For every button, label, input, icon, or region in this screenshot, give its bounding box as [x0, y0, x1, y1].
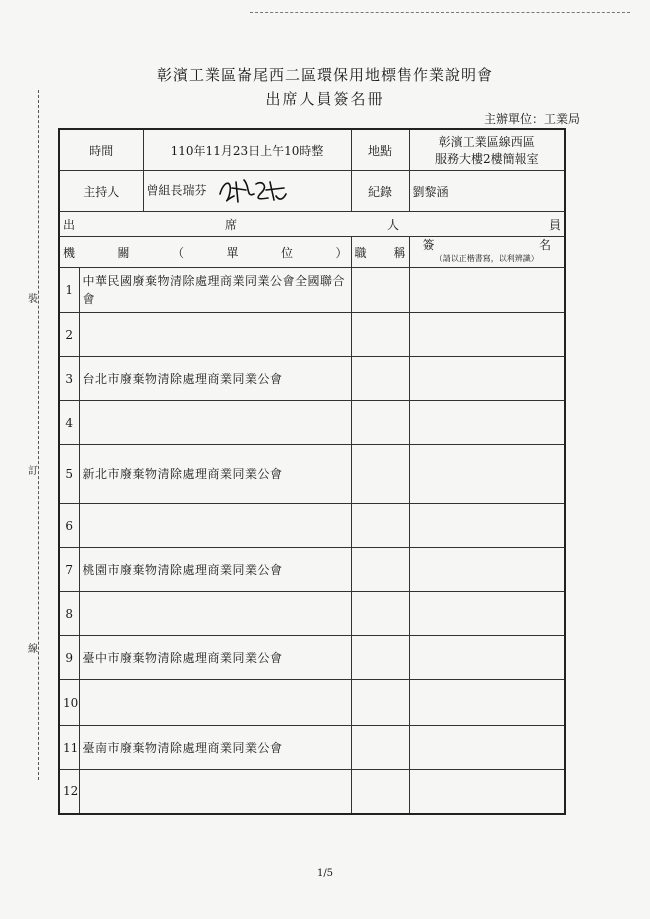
row-organization: 桃園市廢棄物清除處理商業同業公會 [79, 548, 351, 592]
attendees-char-2: 席 [225, 217, 238, 232]
row-number: 4 [59, 401, 79, 445]
row-organization: 中華民國廢棄物清除處理商業同業公會全國聯合會 [79, 268, 351, 313]
table-row [59, 636, 565, 680]
place-value-line1: 彰濱工業區線西區 [438, 135, 535, 149]
row-signature [409, 504, 565, 548]
row-number: 7 [59, 548, 79, 592]
row-signature [409, 680, 565, 726]
row-signature [409, 770, 565, 814]
row-job-title [351, 592, 409, 636]
row-number: 10 [59, 680, 79, 726]
column-header-row [59, 237, 565, 268]
record-value: 劉黎涵 [409, 171, 565, 212]
binding-char-xian: 線 [28, 638, 38, 657]
time-value: 110年11月23日上午10時整 [143, 129, 351, 171]
table-row [59, 504, 565, 548]
row-number: 3 [59, 357, 79, 401]
binding-line [38, 90, 39, 780]
table-row [59, 357, 565, 401]
row-signature [409, 592, 565, 636]
place-label: 地點 [351, 129, 409, 171]
row-organization: 新北市廢棄物清除處理商業同業公會 [79, 445, 351, 504]
host-record-row [59, 171, 565, 212]
row-signature [409, 268, 565, 313]
row-organization [79, 313, 351, 357]
table-row [59, 313, 565, 357]
row-organization: 臺中市廢棄物清除處理商業同業公會 [79, 636, 351, 680]
host-value: 曾組長瑞芬 [146, 183, 207, 198]
row-job-title [351, 357, 409, 401]
row-signature [409, 636, 565, 680]
sign-header-char: 名 [539, 238, 552, 252]
binding-char-ding: 訂 [28, 460, 38, 479]
signature-column-header [409, 237, 565, 268]
org-header-char: 單 [226, 245, 239, 260]
row-organization [79, 592, 351, 636]
row-job-title [351, 268, 409, 313]
row-organization: 台北市廢棄物清除處理商業同業公會 [79, 357, 351, 401]
org-header-char: 位 [281, 245, 294, 260]
row-number: 8 [59, 592, 79, 636]
row-signature [409, 548, 565, 592]
row-signature [409, 313, 565, 357]
attendee-rows [59, 268, 565, 814]
attendees-char-3: 人 [387, 217, 400, 232]
row-job-title [351, 636, 409, 680]
sign-in-table [58, 128, 566, 815]
table-row [59, 548, 565, 592]
table-row [59, 680, 565, 726]
row-number: 1 [59, 268, 79, 313]
table-row [59, 401, 565, 445]
row-organization [79, 680, 351, 726]
table-row [59, 268, 565, 313]
org-header-char: （ [172, 245, 185, 260]
row-signature [409, 445, 565, 504]
time-place-row [59, 129, 565, 171]
row-job-title [351, 313, 409, 357]
row-number: 9 [59, 636, 79, 680]
row-signature [409, 357, 565, 401]
table-row [59, 445, 565, 504]
scan-edge-line [250, 12, 630, 13]
org-header-char: ） [335, 245, 348, 260]
row-number: 11 [59, 726, 79, 770]
row-job-title [351, 504, 409, 548]
title-header-char: 職 [354, 245, 367, 260]
place-value [409, 129, 565, 171]
host-signature [216, 176, 288, 206]
row-number: 5 [59, 445, 79, 504]
row-number: 6 [59, 504, 79, 548]
row-organization [79, 504, 351, 548]
org-header-char: 關 [117, 245, 130, 260]
host-label: 主持人 [59, 171, 143, 212]
time-label: 時間 [59, 129, 143, 171]
document-title: 彰濱工業區崙尾西二區環保用地標售作業說明會 [156, 66, 493, 84]
row-job-title [351, 401, 409, 445]
row-job-title [351, 548, 409, 592]
row-job-title [351, 726, 409, 770]
document-subtitle: 出席人員簽名冊 [265, 90, 385, 108]
signature-note: （請以正楷書寫，以利辨識） [434, 254, 539, 263]
table-row [59, 770, 565, 814]
page-number: 1/5 [316, 868, 334, 879]
row-signature [409, 401, 565, 445]
org-column-header [59, 237, 351, 268]
binding-char-zhuang: 裝 [28, 288, 38, 307]
attendees-char-4: 員 [549, 217, 562, 232]
row-number: 12 [59, 770, 79, 814]
host-cell [143, 171, 351, 212]
title-header-char: 稱 [393, 245, 406, 260]
organizer-label: 主辦單位：工業局 [483, 112, 580, 126]
row-job-title [351, 680, 409, 726]
row-job-title [351, 445, 409, 504]
table-row [59, 592, 565, 636]
org-header-char: 機 [63, 245, 76, 260]
sign-header-char: 簽 [422, 238, 435, 252]
place-value-line2: 服務大樓2樓簡報室 [434, 152, 539, 166]
record-label: 紀錄 [351, 171, 409, 212]
row-number: 2 [59, 313, 79, 357]
attendees-section-header [59, 212, 565, 237]
row-signature [409, 726, 565, 770]
title-column-header [351, 237, 409, 268]
table-row [59, 726, 565, 770]
attendees-char-1: 出 [63, 217, 76, 232]
row-organization [79, 770, 351, 814]
row-organization [79, 401, 351, 445]
row-organization: 臺南市廢棄物清除處理商業同業公會 [79, 726, 351, 770]
row-job-title [351, 770, 409, 814]
